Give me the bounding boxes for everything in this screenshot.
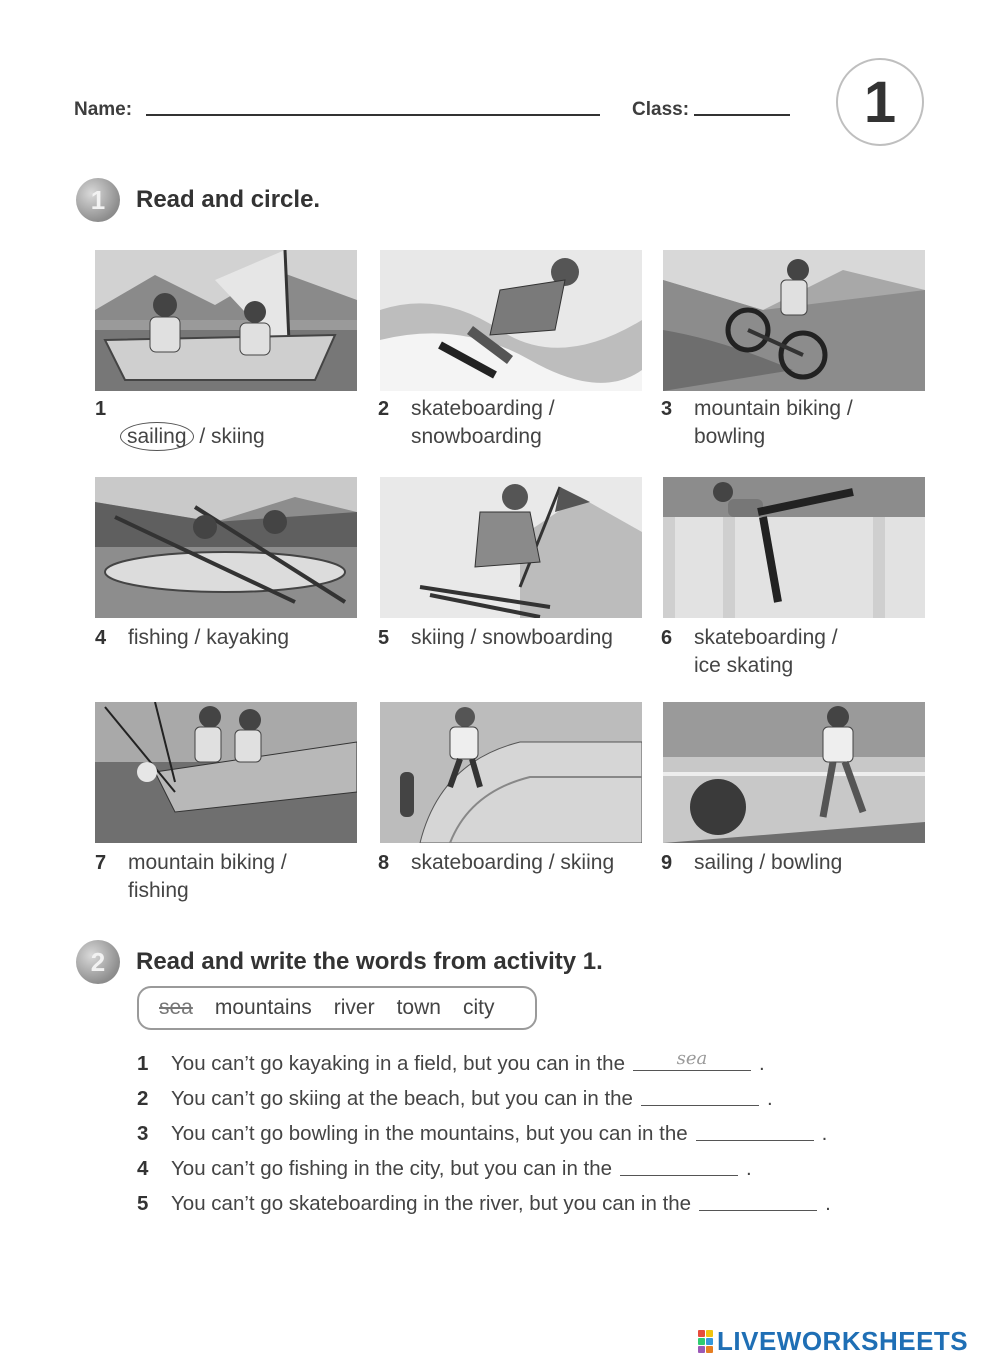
item-4-number: 4 [95,627,107,649]
answer-blank-4[interactable] [620,1155,738,1176]
item-8-options[interactable]: skateboarding / skiing [411,851,615,874]
word-bank-item: mountains [214,996,312,1019]
class-field[interactable] [694,114,790,116]
sentence-2 [137,1085,773,1111]
word-bank-item: town [396,996,441,1019]
item-8-number: 8 [378,852,390,874]
picture-bowling [663,702,925,843]
item-1-number: 1 [95,398,107,420]
sentence-text: You can’t go skiing at the beach, but you can in the [171,1087,633,1110]
liveworksheets-mark-icon [698,1330,713,1353]
item-4-options[interactable]: fishing / kayaking [128,626,290,649]
sentence-end: . [825,1192,831,1215]
sentence-number: 4 [137,1157,149,1180]
item-1-option-circled[interactable]: sailing [120,422,194,451]
sentence-end: . [758,1052,765,1075]
item-5-options[interactable]: skiing / snowboarding [411,626,613,649]
item-2-number: 2 [378,398,390,420]
sentence-text: You can’t go skateboarding in the river, but you can in the [171,1192,692,1215]
sentence-number: 1 [137,1052,149,1075]
activity-2-title: Read and write the words from activity 1. [136,948,603,975]
item-7-options[interactable]: mountain biking / fishing [128,851,287,902]
sentence-1 [137,1050,765,1076]
picture-skiing [380,477,642,618]
item-6-options[interactable]: skateboarding / ice skating [694,626,838,677]
word-bank-item: river [333,996,375,1019]
answer-blank-5[interactable] [699,1190,817,1211]
sentence-end: . [821,1122,828,1145]
unit-number-badge: 1 [836,58,924,146]
sentence-3 [137,1120,827,1146]
name-label: Name: [74,99,133,120]
brand-name: LIVEWORKSHEETS [717,1326,969,1356]
picture-ice-skating [663,477,925,618]
item-3-number: 3 [661,398,673,420]
answer-blank-2[interactable] [641,1085,759,1106]
item-7-number: 7 [95,852,107,874]
picture-mountain-biking [663,250,925,391]
item-3-options[interactable]: mountain biking / bowling [694,397,853,448]
name-field[interactable] [146,114,600,116]
item-9-number: 9 [661,852,673,874]
picture-sailing [95,250,357,391]
activity-2-badge: 2 [76,940,120,984]
picture-fishing [95,702,357,843]
sentence-text: You can’t go kayaking in a field, but you can in the [171,1052,625,1075]
word-bank-item: sea [159,996,193,1019]
picture-snowboarding [380,250,642,391]
sentence-number: 2 [137,1087,149,1110]
item-9-options[interactable]: sailing / bowling [694,851,843,874]
answer-blank-1[interactable]: sea [633,1050,751,1071]
sentence-text: You can’t go fishing in the city, but you can in the [171,1157,613,1180]
answer-blank-3[interactable] [696,1120,814,1141]
word-bank [137,986,537,1030]
sentence-number: 5 [137,1192,149,1215]
sentence-5 [137,1190,831,1216]
word-bank-item: city [462,996,495,1019]
sentence-end: . [746,1157,752,1180]
sentence-number: 3 [137,1122,149,1145]
item-1-options [128,395,265,451]
sentence-text: You can’t go bowling in the mountains, but you can in the [171,1122,688,1145]
activity-1-badge: 1 [76,178,120,222]
picture-kayaking [95,477,357,618]
liveworksheets-logo [698,1326,968,1357]
picture-skateboarding [380,702,642,843]
class-label: Class: [632,99,690,120]
sentence-4 [137,1155,752,1181]
item-6-number: 6 [661,627,673,649]
item-2-options[interactable]: skateboarding / snowboarding [411,397,555,448]
activity-1-title: Read and circle. [136,186,321,213]
item-5-number: 5 [378,627,390,649]
sentence-end: . [766,1087,773,1110]
item-1-option-rest[interactable]: / skiing [193,425,265,448]
